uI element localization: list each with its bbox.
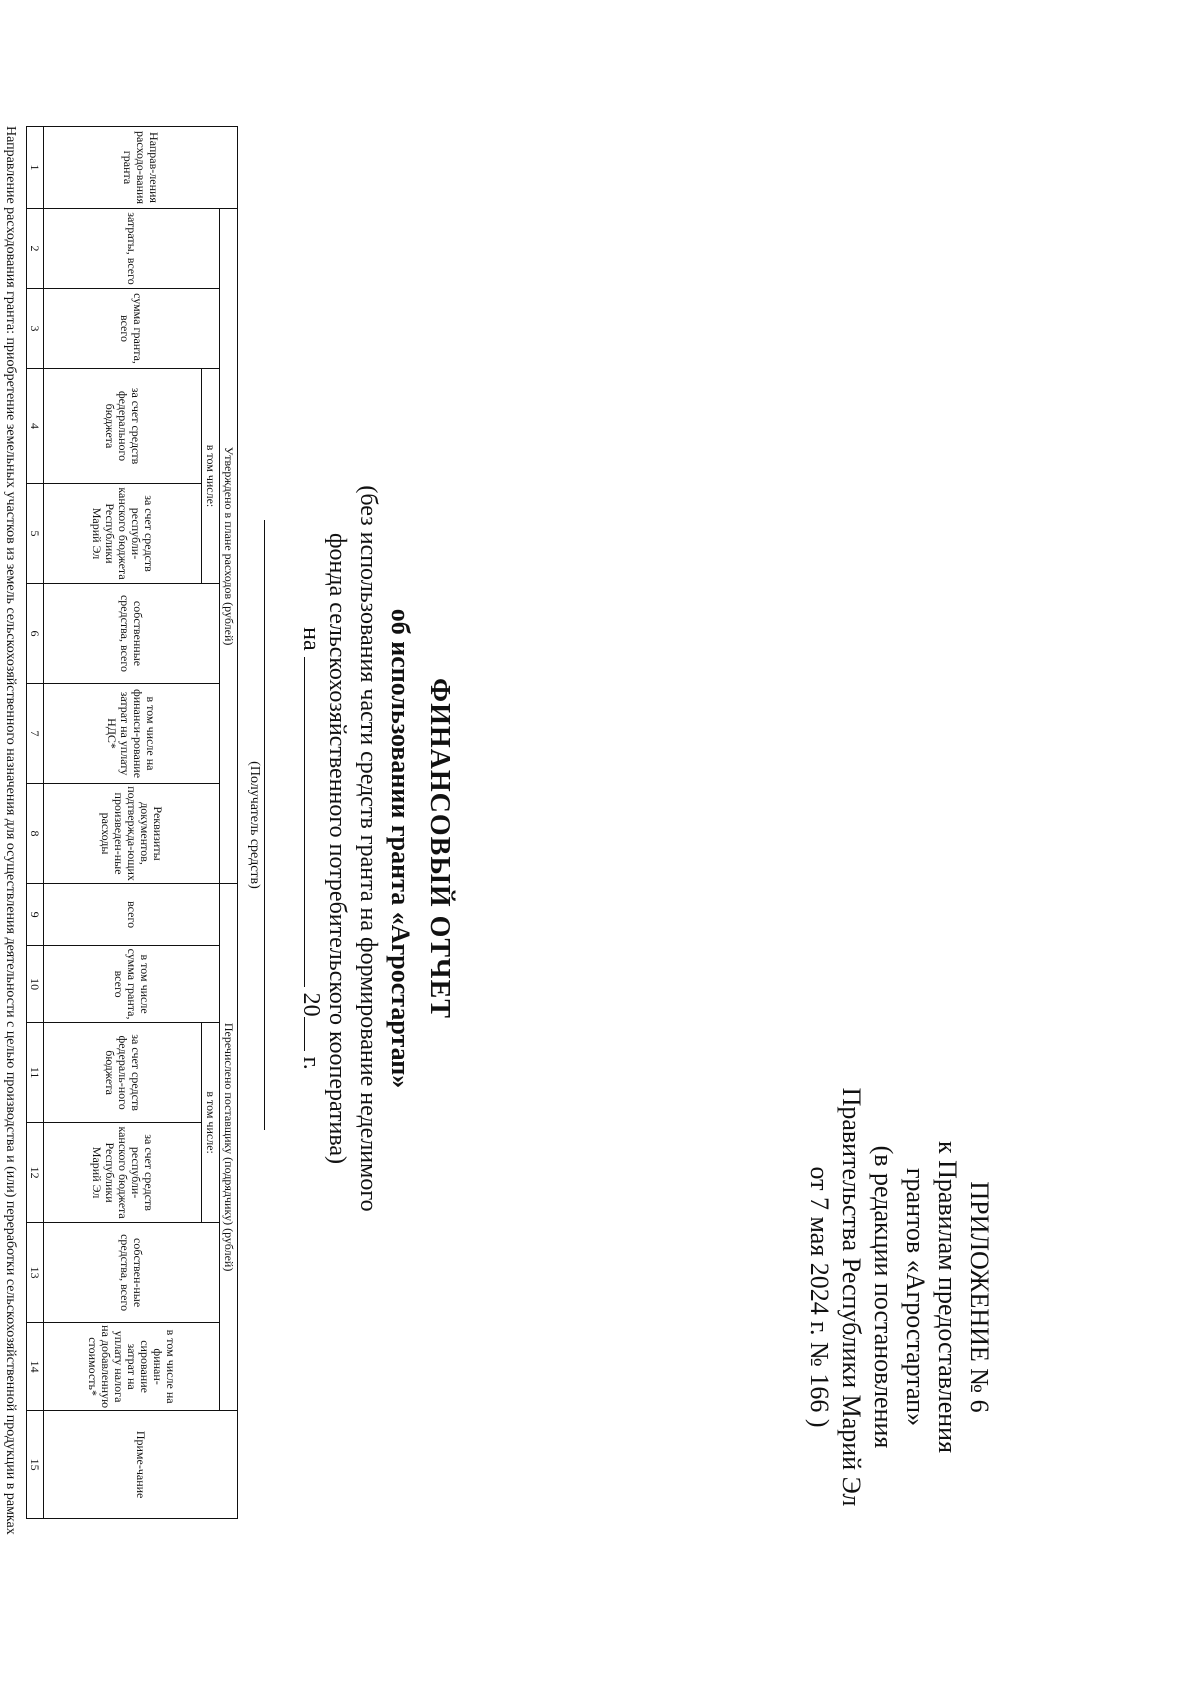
column-number: 6 (27, 584, 44, 684)
report-note-line2: фонда сельскохозяйственного потребительского кооператива) (324, 532, 350, 1165)
date-year-prefix: 20 (298, 992, 324, 1017)
financial-report-table (26, 126, 238, 1519)
appendix-edition: (в редакции постановления (869, 1145, 898, 1449)
appendix-grants: грантов «Агростартап» (901, 1167, 930, 1427)
direction-land: Направление расходования гранта: приобретение земельных участков из земель сельскохозяйственного назначения для осуществления деятельности с целью производства и (или) переработки сельскохозяйственной продукции в рамках (3, 126, 18, 1535)
column-number: 13 (27, 1223, 44, 1323)
column-number: 3 (27, 289, 44, 369)
appendix-government: Правительства Республики Марий Эл (837, 1087, 866, 1507)
report-note (321, 0, 383, 1697)
report-subtitle: об использовании гранта «Агростартап» (386, 608, 415, 1089)
report-title: ФИНАНСОВЫЙ ОТЧЕТ (424, 678, 455, 1019)
column-number: 12 (27, 1123, 44, 1223)
header-transferred-total: всего (43, 884, 219, 946)
column-number: 10 (27, 946, 44, 1023)
header-transferred-own: собствен-ные средства, всего (43, 1223, 219, 1323)
appendix-date: от 7 мая 2024 г. № 166 ) (805, 1166, 834, 1428)
header-documents: Реквизиты документов, подтвержда-ющих произведен-ные расходы (43, 784, 219, 884)
header-transferred-vat: в том числе на финан-сирование затрат на уплату налога на добавленную стоимость* (43, 1323, 219, 1411)
year-blank (304, 1017, 323, 1051)
column-number: 5 (27, 484, 44, 584)
column-number: 1 (27, 127, 44, 209)
header-note: Приме-чание (43, 1411, 237, 1519)
report-note-line1: (без использования части средств гранта на формирование неделимого (355, 485, 381, 1212)
column-number: 2 (27, 209, 44, 289)
header-grant-sum: сумма гранта, всего (43, 289, 219, 369)
column-number: 7 (27, 684, 44, 784)
column-number: 9 (27, 884, 44, 946)
column-number: 11 (27, 1023, 44, 1123)
recipient-caption: (Получатель средств) (246, 520, 265, 1130)
column-number: 14 (27, 1323, 44, 1411)
header-vat-costs: в том числе на финанси-рование затрат на уплату НДС* (43, 684, 219, 784)
header-republic-budget: за счет средств республи-канского бюджета Республики Марий Эл (43, 484, 201, 584)
date-prefix: на (298, 627, 324, 651)
header-transferred: Перечислено поставщику (подрядчику) (рублей) (219, 884, 237, 1411)
column-number: 15 (27, 1411, 44, 1519)
header-including-2: в том числе: (201, 1023, 219, 1223)
column-number: 8 (27, 784, 44, 884)
date-suffix: г. (298, 1056, 324, 1070)
header-transferred-grant: в том числе сумма гранта, всего (43, 946, 219, 1023)
column-numbers-row (27, 127, 44, 1519)
header-own-funds: собственные средства, всего (43, 584, 219, 684)
header-directions: Направ-ления расходо-вания гранта (43, 127, 237, 209)
date-blank (304, 657, 323, 987)
report-date-line (297, 0, 324, 1697)
header-including-1: в том числе: (201, 369, 219, 584)
header-total-costs: затраты, всего (43, 209, 219, 289)
column-number: 4 (27, 369, 44, 484)
header-transferred-federal: за счет средств федераль-ного бюджета (43, 1023, 201, 1123)
appendix-rules: к Правилам предоставления (933, 1140, 962, 1454)
header-transferred-republic: за счет средств республи-канского бюджета Республики Марий Эл (43, 1123, 201, 1223)
appendix-header (803, 1047, 995, 1547)
header-approved-plan: Утверждено в плане расходов (рублей) (219, 209, 237, 884)
header-federal-budget: за счет средств федерального бюджета (43, 369, 201, 484)
appendix-number: ПРИЛОЖЕНИЕ № 6 (965, 1181, 994, 1413)
